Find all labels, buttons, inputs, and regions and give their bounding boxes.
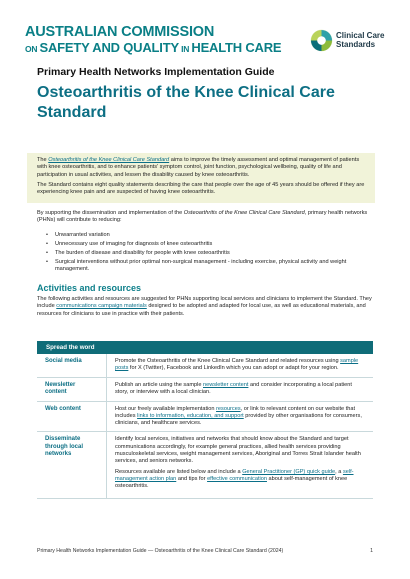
resources-link[interactable]: resources <box>216 405 241 412</box>
row-text: , a <box>335 468 343 475</box>
row-body <box>107 402 373 432</box>
row-paragraph: Identify local services, initiatives and networks that should know about the Standard and target communications accordingly, for example general practices, allied health services providing musculoskeletal services, weight management services, Aboriginal and Torres Strait Islander health services, and seniors networks. <box>115 436 361 465</box>
effective-communication-link[interactable]: effective communication <box>207 475 267 482</box>
support-italic: Osteoarthritis of the Knee Clinical Care Standard <box>183 210 305 216</box>
commission-name-line1: AUSTRALIAN COMMISSION <box>25 24 215 40</box>
ccs-logo-icon <box>310 29 333 52</box>
sample-posts-link[interactable]: sample posts <box>115 358 359 372</box>
row-body <box>107 354 373 377</box>
row-text: Resources available are listed below and include a <box>115 468 243 475</box>
outcome-bullet-list <box>46 232 371 275</box>
table-row <box>37 432 373 498</box>
gp-quick-guide-link[interactable]: General Practitioner (GP) quick guide <box>242 468 336 475</box>
row-label: Disseminate through local networks <box>37 432 107 497</box>
ccs-logo-text: Clinical Care Standards <box>336 31 385 49</box>
footer-text: Primary Health Networks Implementation Guide — Osteoarthritis of the Knee Clinical Care Standard (2024) <box>37 548 284 554</box>
row-text: Host our freely available implementation <box>115 405 217 412</box>
page-header <box>25 24 390 58</box>
info-education-support-link[interactable]: links to information, education, and support <box>137 412 244 419</box>
activities-paragraph <box>37 296 372 318</box>
list-item: • The burden of disease and disability for people with knee osteoarthritis <box>46 250 371 257</box>
row-label: Newsletter content <box>37 378 107 401</box>
row-text: about self-management of knee osteoarthritis. <box>115 475 348 490</box>
support-post: , primary health networks (PHNs) will contribute to reducing: <box>37 210 368 224</box>
row-text: and tips for <box>176 475 208 482</box>
table-row <box>37 378 373 402</box>
row-text: and consider incorporating a local patient story, or interview with a local clinician. <box>115 381 352 395</box>
campaign-materials-link[interactable]: communications campaign materials <box>56 303 147 310</box>
standard-link[interactable]: Osteoarthritis of the Knee Clinical Care Standard <box>48 157 170 163</box>
activities-pre: The following activities and resources are suggested for PHNs supporting local services and clinicians to implement the Standard. They include <box>37 296 372 310</box>
list-item: • Unnecessary use of imaging for diagnosis of knee osteoarthritis <box>46 241 371 248</box>
row-label: Web content <box>37 402 107 432</box>
guide-supertitle: Primary Health Networks Implementation Guide <box>37 66 275 78</box>
page-footer <box>37 548 373 554</box>
table-heading: Spread the word <box>37 341 373 354</box>
brand-health-care: HEALTH CARE <box>191 40 282 55</box>
list-item: • Unwarranted variation <box>46 232 371 239</box>
activities-post: designed to be adopted and adapted for local use, as well as educational materials, and resources for clinicians to use in practice with their patients. <box>37 303 366 317</box>
intro-p1-rest: aims to improve the timely assessment and optimal management of patients with knee osteoarthritis, and to enhance patients' symptom control, joint function, psychological wellbeing, quality of life and participation in usual activities, and lessen the disability caused by knee osteoarthritis. <box>37 157 360 178</box>
brand-on: ON <box>25 44 40 54</box>
spread-the-word-table <box>37 341 373 499</box>
row-body <box>107 432 373 497</box>
page-number: 1 <box>370 548 373 554</box>
row-text: provided by other organisations for consumers, clinicians, and healthcare services. <box>115 412 362 427</box>
commission-name-line2 <box>25 40 281 57</box>
activities-heading: Activities and resources <box>37 283 142 293</box>
intro-box <box>27 153 375 203</box>
clinical-care-standards-logo <box>310 28 392 54</box>
brand-safety-quality: SAFETY AND QUALITY <box>39 40 179 55</box>
intro-paragraph-1 <box>37 157 365 179</box>
support-pre: By supporting the dissemination and implementation of the <box>37 210 184 216</box>
intro-p1-pre: The <box>37 157 49 163</box>
list-item: • Surgical interventions without prior optimal non-surgical management - including exercise, physical activity and weight management. <box>46 259 371 274</box>
support-paragraph <box>37 210 372 225</box>
row-body <box>107 378 373 401</box>
row-text: for X (Twitter), Facebook and LinkedIn which you can adopt or adapt for your region. <box>128 365 339 372</box>
table-row <box>37 402 373 433</box>
row-text: Promote the Osteoarthritis of the Knee Clinical Care Standard and related resources using <box>115 358 341 364</box>
brand-in: IN <box>178 44 192 54</box>
row-label: Social media <box>37 354 107 377</box>
row-paragraph <box>115 469 365 491</box>
page-title: Osteoarthritis of the Knee Clinical Care Standard <box>37 84 335 121</box>
intro-paragraph-2: The Standard contains eight quality statements describing the care that people over the age of 45 years should be offered if they are experiencing knee pain and are suspected of having knee osteoarthritis. <box>37 181 365 196</box>
table-row <box>37 354 373 378</box>
newsletter-content-link[interactable]: newsletter content <box>203 381 249 388</box>
row-text: Publish an article using the sample <box>115 381 203 388</box>
action-plan-link[interactable]: self-management action plan <box>115 468 354 482</box>
row-text: , or link to relevant content on our website that includes <box>115 405 356 419</box>
